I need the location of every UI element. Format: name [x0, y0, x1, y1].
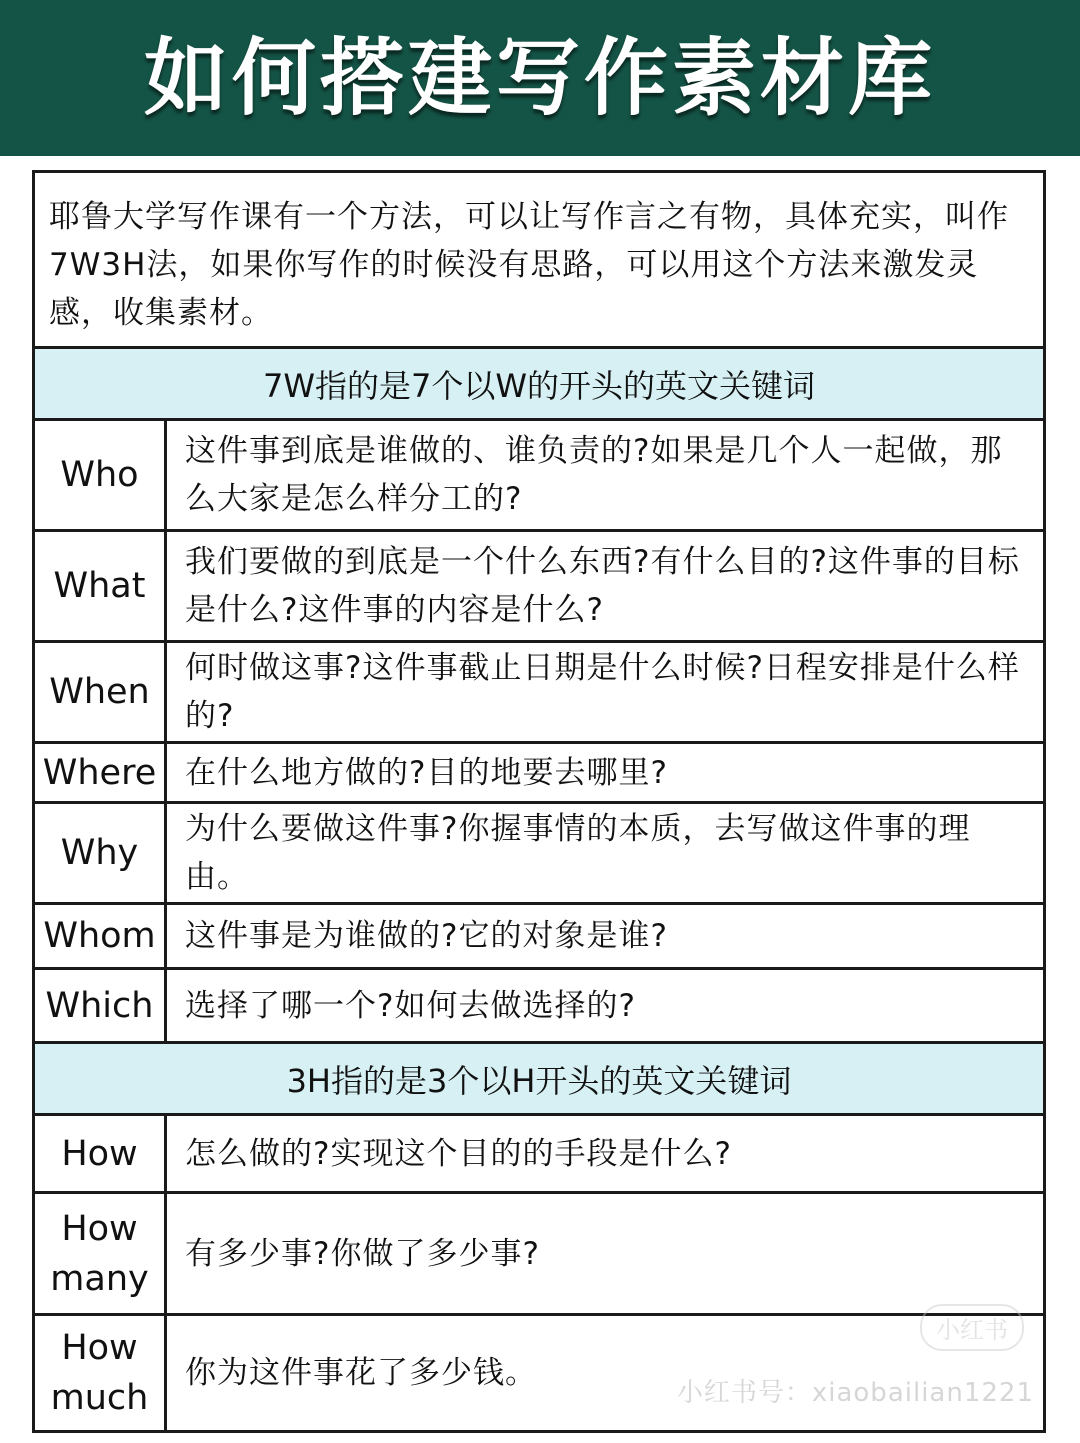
section-header-3h: 3H指的是3个以H开头的英文关键词	[35, 1044, 1043, 1116]
watermark-id: 小红书号：xiaobailian1221	[676, 1378, 1034, 1408]
row-desc: 在什么地方做的?目的地要去哪里?	[185, 754, 668, 791]
section-header-7w: 7W指的是7个以W的开头的英文关键词	[35, 349, 1043, 421]
table-row-why	[35, 804, 1043, 905]
watermark-logo: 小红书	[920, 1304, 1024, 1351]
table-row-how	[35, 1116, 1043, 1194]
row-key: How many	[35, 1194, 167, 1313]
table-row-who	[35, 421, 1043, 532]
row-key: Who	[35, 421, 167, 529]
table-row-how-many	[35, 1194, 1043, 1316]
row-key: Why	[35, 804, 167, 902]
row-desc: 怎么做的?实现这个目的的手段是什么?	[185, 1135, 732, 1172]
row-desc: 有多少事?你做了多少事?	[185, 1235, 540, 1272]
table-row-when	[35, 643, 1043, 744]
row-key: Which	[35, 970, 167, 1041]
row-key: Where	[35, 744, 167, 801]
row-desc: 我们要做的到底是一个什么东西?有什么目的?这件事的目标是什么?这件事的内容是什么?	[185, 544, 1020, 628]
row-key: When	[35, 643, 167, 741]
table-row-what	[35, 532, 1043, 643]
table-row-which	[35, 970, 1043, 1044]
row-desc: 你为这件事花了多少钱。	[185, 1355, 537, 1391]
row-key: Whom	[35, 905, 167, 967]
row-desc: 这件事到底是谁做的、谁负责的?如果是几个人一起做，那么大家是怎么样分工的?	[185, 433, 1003, 517]
title-banner	[0, 0, 1080, 156]
table-row-whom	[35, 905, 1043, 970]
table-row-where	[35, 744, 1043, 804]
page-title: 如何搭建写作素材库	[143, 29, 936, 127]
row-desc: 何时做这事?这件事截止日期是什么时候?日程安排是什么样的?	[185, 650, 1020, 734]
intro-text: 耶鲁大学写作课有一个方法，可以让写作言之有物，具体充实，叫作7W3H法，如果你写作的时候没有思路，可以用这个方法来激发灵感，收集素材。	[35, 173, 1043, 349]
material-table	[32, 170, 1046, 1433]
row-key: What	[35, 532, 167, 640]
row-key: How much	[35, 1316, 167, 1430]
row-desc: 这件事是为谁做的?它的对象是谁?	[185, 918, 668, 954]
row-desc: 为什么要做这件事?你握事情的本质，去写做这件事的理由。	[185, 811, 971, 895]
row-key: How	[35, 1116, 167, 1191]
row-desc: 选择了哪一个?如何去做选择的?	[185, 987, 636, 1024]
